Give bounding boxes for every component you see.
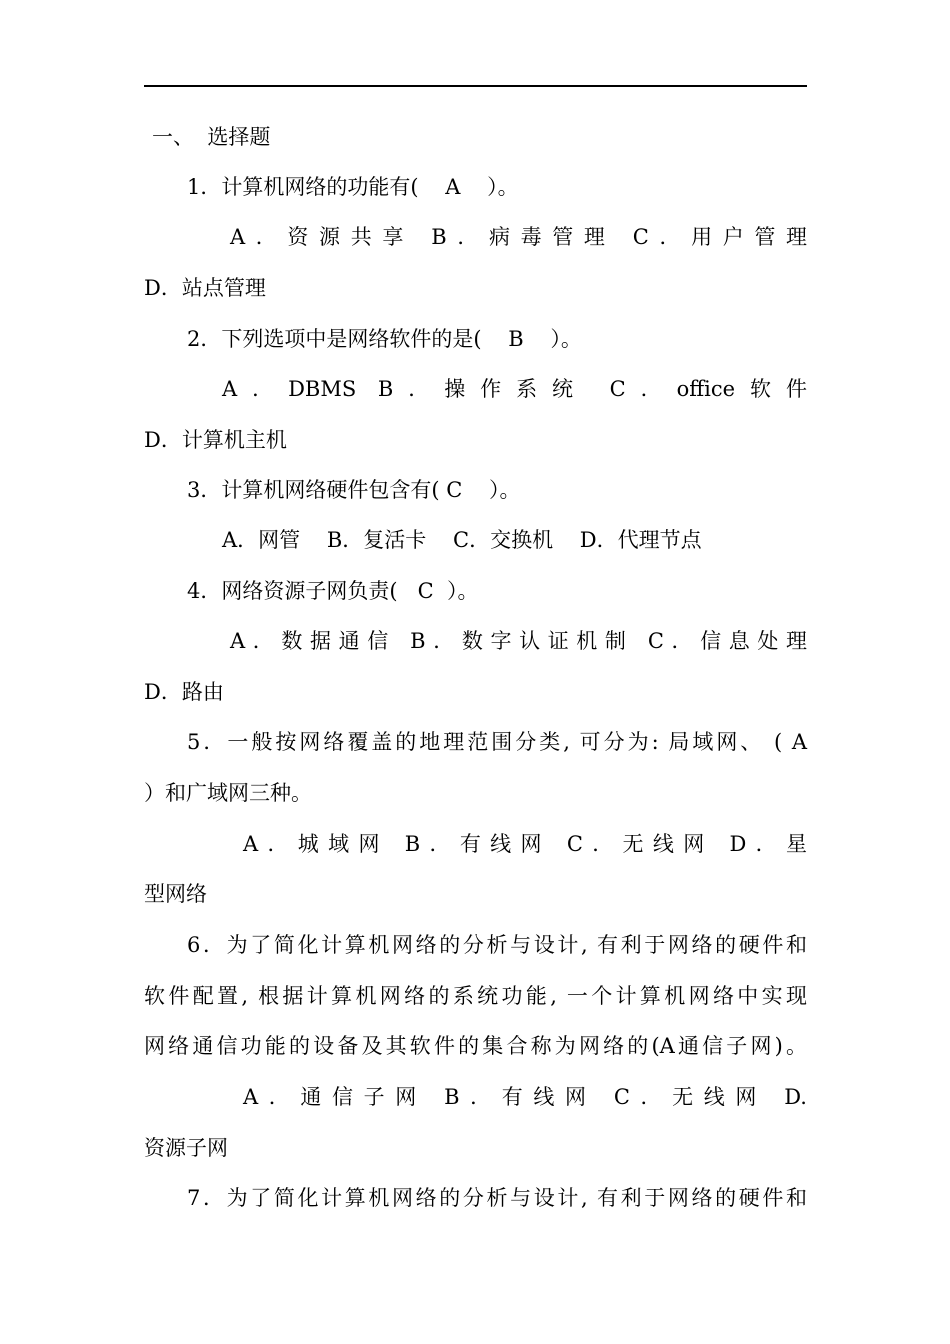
section-heading: 一、 选择题	[152, 125, 271, 149]
question-2-options: A．DBMS B．操作系统 C．office软件	[222, 377, 807, 401]
question-6-option-d-cont: 资源子网	[144, 1136, 228, 1160]
question-2: 2．下列选项中是网络软件的是( B ）。	[187, 327, 582, 351]
question-4-options: A．数据通信 B．数字认证机制 C．信息处理	[230, 629, 807, 653]
question-5-options: A．城域网 B．有线网 C．无线网 D．星	[243, 832, 807, 856]
question-1-options: A．资源共享 B．病毒管理 C．用户管理	[230, 225, 807, 249]
question-3: 3．计算机网络硬件包含有( C ）。	[187, 478, 521, 502]
question-6-options: A．通信子网 B．有线网 C．无线网 D.	[243, 1085, 807, 1109]
question-5-option-d-cont: 型网络	[144, 882, 207, 906]
question-4: 4．网络资源子网负责( C ）。	[187, 579, 479, 603]
question-5: 5．一般按网络覆盖的地理范围分类, 可分为: 局域网、 ( A	[187, 730, 807, 754]
question-1: 1．计算机网络的功能有( A ）。	[187, 175, 519, 199]
question-7: 7．为了简化计算机网络的分析与设计, 有利于网络的硬件和	[187, 1186, 807, 1210]
question-4-option-d: D．路由	[144, 680, 224, 704]
question-1-option-d: D．站点管理	[144, 276, 266, 300]
question-2-option-d: D．计算机主机	[144, 428, 287, 452]
question-5-cont: ）和广域网三种。	[144, 781, 312, 805]
question-6: 6．为了简化计算机网络的分析与设计, 有利于网络的硬件和	[187, 933, 807, 957]
question-3-options: A．网管 B．复活卡 C．交换机 D．代理节点	[222, 528, 702, 552]
header-rule	[144, 85, 807, 87]
question-6-cont-1: 软件配置, 根据计算机网络的系统功能, 一个计算机网络中实现	[144, 984, 807, 1008]
question-6-cont-2: 网络通信功能的设备及其软件的集合称为网络的(A通信子网)。	[144, 1034, 807, 1058]
